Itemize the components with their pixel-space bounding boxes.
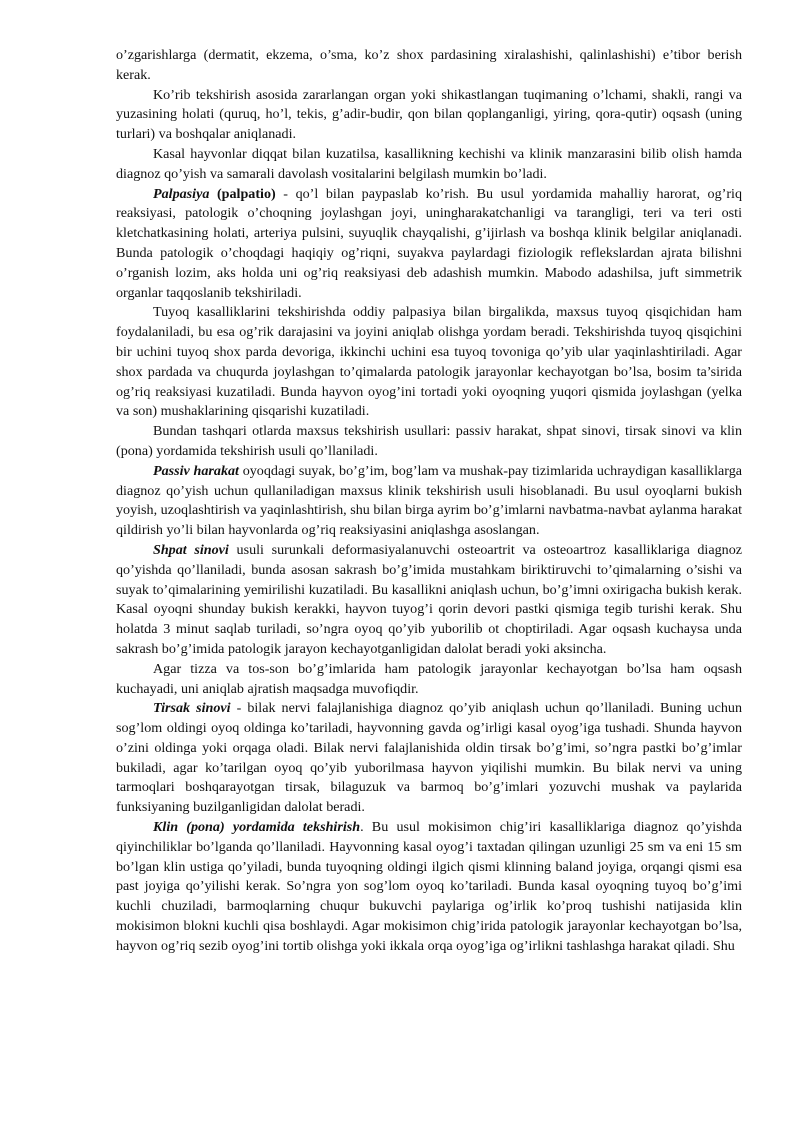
paragraph-5 bbox=[116, 303, 742, 422]
paragraph-text: Bundan tashqari otlarda maxsus tekshirish usullari: passiv harakat, shpat sinovi, tirsak sinovi va klin (pona) yordamida tekshirish usuli qo’llaniladi. bbox=[116, 423, 742, 459]
paragraph-3 bbox=[116, 145, 742, 185]
paragraph-text: oyoqdagi suyak, bo’g’im, bog’lam va mushak-pay tizimlarida uchraydigan kasalliklarga diagnoz qo’yish uchun qullaniladigan maxsus klinik tekshirish usuli hisoblanadi. Bu usul oyoqlarni bukish yoyish, uzoqlashtirish va yaqinlashtirish, shu bilan birga ayrim bo’g’imlarni navbatma-navbat aylanma harakat qildirish yo’li bilan hayvonlarda og’riq reaksiyasini aniqlashga asoslangan. bbox=[116, 462, 743, 539]
paragraph-text: o’zgarishlarga (dermatit, ekzema, o’sma, ko’z shox pardasining xiralashishi, qalinlashishi) e’tibor berish kerak. bbox=[116, 47, 742, 83]
document-page bbox=[116, 46, 742, 957]
paragraph-text: Ko’rib tekshirish asosida zararlangan organ yoki shikastlangan tuqimaning o’lchami, shakli, rangi va yuzasining holati (quruq, ho’l, tekis, g’adir-budir, qon bilan qoplanganligi, yiring, qora-qutir) oqsash (uning turlari) va boshqalar aniqlanadi. bbox=[116, 86, 742, 143]
paragraph-1 bbox=[116, 46, 742, 86]
term-klin: Klin (pona) yordamida tekshirish bbox=[153, 819, 361, 836]
paragraph-klin bbox=[116, 818, 742, 957]
paragraph-palpasiya bbox=[116, 185, 742, 304]
paragraph-passiv-harakat bbox=[116, 462, 742, 541]
paragraph-text: Agar tizza va tos-son bo’g’imlarida ham patologik jarayonlar kechayotgan bo’lsa ham oqsash kuchayadi, uni aniqlab ajratish maqsadga muvofiqdir. bbox=[116, 660, 742, 697]
paragraph-2 bbox=[116, 86, 742, 145]
paragraph-text: usuli surunkali deformasiyalanuvchi osteoartrit va osteoartroz kasalliklariga diagnoz qo’yishda qo’llaniladi, bunda asosan sakrash bo’g’imida mustahkam biriktiruvchi to’qimalarning o’sishi va suyak to’qimalarining yemirilishi kuzatiladi. Bu kasallikni aniqlash uchun, bo’g’imni oxirigacha bukish kerak. Kasal oyoqni shunday bukish kerakki, hayvon tuyog’i qorin devori pastki qismiga tegib turishi kerak. Shu holatda 3 minut saqlab turiladi, so’ngra oyoq qo’yib yuborilib ot choptiriladi. Agar oqsash kuchaysa unda sakrash bo’g’imida patologik jarayon kechayotganligidan dalolat beradi yoki aksincha. bbox=[116, 541, 742, 657]
paragraph-6 bbox=[116, 422, 742, 462]
paragraph-text: . Bu usul mokisimon chig’iri kasalliklariga diagnoz qo’yishda qiyinchiliklar bo’lganda qo’llaniladi. Hayvonning kasal oyog’i taxtadan qilingan uzunligi 25 sm va eni 15 sm bo’lgan klin ustiga qo’yiladi, bunda tuyoqning oldingi ilgich qismi klinning baland joyiga, orqangi qismi esa past joyiga qo’yilishi kerak. So’ngra yon sog’lom oyoq ko’tariladi. Bunda kasal oyoqning tuyoq bo’g’imi kuchli chuziladi, barmoqlarning chuqur bukuvchi paylariga og’irlik ko’proq tushishi natijasida klin mokisimon blokni kuchli qisa boshlaydi. Agar mokisimon chig’irida patologik jarayonlar kechayotgan bo’lsa, hayvon og’riq sezib oyog’ini tortib olishga yoki ikkala orqa oyog’iga og’irlikni tashlashga harakat qiladi. Shu bbox=[116, 819, 742, 954]
paragraph-text: Kasal hayvonlar diqqat bilan kuzatilsa, kasallikning kechishi va klinik manzarasini bilib olish hamda diagnoz qo’yish va samarali davolash vositalarini belgilash mumkin bo’ladi. bbox=[116, 145, 742, 182]
paragraph-tirsak-sinovi bbox=[116, 699, 742, 818]
paragraph-text: - qo’l bilan paypaslab ko’rish. Bu usul yordamida mahalliy harorat, og’riq reaksiyasi, patologik o’choqning joylashgan joyi, uningharakatchanligi va tarangligi, teri va teri osti kletchatkasining holati, arteriya pulsini, suyuqlik chayqalishi, g’ijirlash va boshqa klinik belgilar aniqlanadi. Bunda patologik o’choqdagi haqiqiy og’riqni, suyakva paylardagi fiziologik reflekslardan ajrata bilishni o’rganish lozim, aks holda uni og’riq reaksiyasi deb adashish mumkin. Mabodo adashilsa, juft simmetrik organlar taqqoslanib tekshiriladi. bbox=[116, 185, 742, 301]
paragraph-shpat-sinovi bbox=[116, 541, 742, 660]
paragraph-text: - bilak nervi falajlanishiga diagnoz qo’yib aniqlash uchun qo’llaniladi. Buning uchun sog’lom oldingi oyoq oldinga ko’tariladi, hayvonning gavda og’irligi kasal oyog’iga tushadi. Shunda hayvon o’zini oldinga yoki orqaga oladi. Bilak nervi falajlanishida oldin tirsak bo’g’imi, so’ngra pastki bo’g’imlar bukiladi, agar ko’tarilgan oyoq qo’yib yuborilmasa hayvon yiqilishi mumkin. Bu bilak nervi va uning tarmoqlari boshqarayotgan tirsak, bilaguzuk va barmoq bo’g’imlari yozuvchi mushak va paylarida funksiyaning buzilganligidan dalolat beradi. bbox=[116, 700, 742, 816]
paragraph-9 bbox=[116, 660, 742, 700]
term-passiv-harakat: Passiv harakat bbox=[153, 462, 239, 479]
term-latin: (palpatio) bbox=[209, 185, 276, 202]
term-palpasiya: Palpasiya bbox=[153, 185, 210, 202]
term-tirsak-sinovi: Tirsak sinovi bbox=[153, 700, 231, 717]
paragraph-text: Tuyoq kasalliklarini tekshirishda oddiy palpasiya bilan birgalikda, maxsus tuyoq qisqichidan ham foydalaniladi, bu esa og’rik darajasini va joyini aniqlab olishga yordam beradi. Tekshirishda tuyoq qisqichini bir uchini tuyoq shox parda devoriga, ikkinchi uchini esa tuyoq tovoniga qo’yib ular yaqinlashtiriladi. Agar shox pardada va chuqurda joylashgan to’qimalarda patologik jarayonlar kechayotgan bo’lsa, bosim ta’sirida og’riq reaksiyasi kuzatiladi. Bunda hayvon oyog’ini tortadi yoki oyoqning yuqori qismida joylashgan (yelka va son) mushaklarining qisqarishi kuzatiladi. bbox=[116, 304, 742, 420]
term-shpat-sinovi: Shpat sinovi bbox=[153, 541, 229, 558]
